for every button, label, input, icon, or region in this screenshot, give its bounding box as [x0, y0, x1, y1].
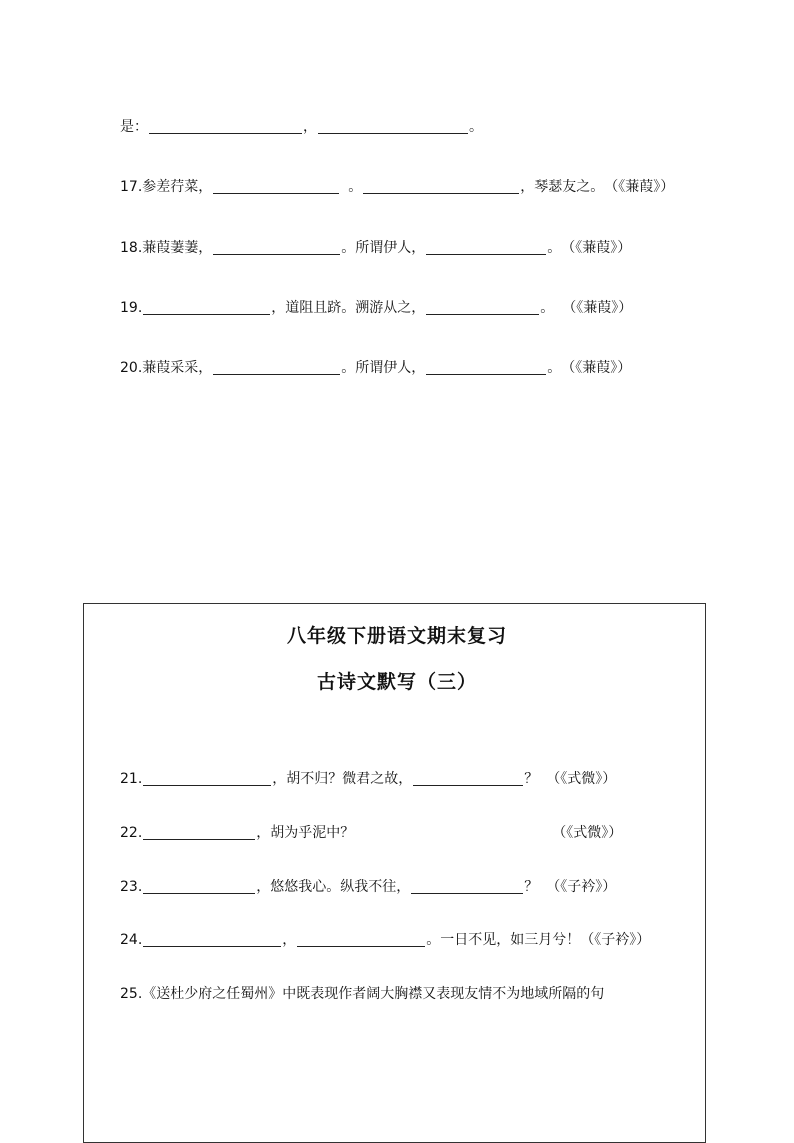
q16-prefix: 是：: [120, 119, 148, 135]
question-19-line: [120, 298, 632, 318]
q19-source: （《蒹葭》）: [562, 300, 633, 316]
question-24-line: [120, 930, 650, 950]
q23-blank-1[interactable]: [143, 879, 255, 894]
q21-text-1: ，胡不归？微君之故，: [272, 771, 413, 787]
q20-number: 20.: [120, 360, 143, 376]
q17-blank-2[interactable]: [363, 179, 519, 194]
q20-text-2: 。所谓伊人，: [341, 360, 426, 376]
q21-number: 21.: [120, 771, 143, 787]
q23-text-1: ，悠悠我心。纵我不往，: [256, 879, 411, 895]
question-17-line: [120, 177, 674, 197]
q23-source: （《子衿》）: [546, 879, 617, 895]
q23-end: ？: [524, 879, 539, 895]
question-18-line: [120, 238, 631, 258]
question-23-line: [120, 877, 616, 897]
q20-source: （《蒹葭》）: [561, 360, 632, 376]
q22-number: 22.: [120, 825, 143, 841]
q24-separator: ，: [282, 932, 297, 948]
q24-number: 24.: [120, 932, 143, 948]
q24-blank-2[interactable]: [297, 932, 425, 947]
q25-text: 25.《送杜少府之任蜀州》中既表现作者阔大胸襟又表现友情不为地域所隔的句: [120, 986, 605, 1002]
q16-end: 。: [469, 119, 483, 135]
q20-end: 。: [547, 360, 562, 376]
q20-text-1: 蒹葭采采，: [142, 360, 213, 376]
question-22-line: [120, 823, 622, 843]
q20-blank-1[interactable]: [213, 360, 340, 375]
q22-blank-1[interactable]: [143, 825, 255, 840]
q24-blank-1[interactable]: [143, 932, 281, 947]
q19-text-1: ，道阻且跻。溯游从之，: [271, 300, 426, 316]
section-title: 八年级下册语文期末复习: [286, 625, 507, 647]
q18-end: 。: [547, 240, 562, 256]
q21-source: （《式微》）: [546, 771, 617, 787]
q16-blank-1[interactable]: [149, 119, 302, 134]
q21-blank-2[interactable]: [413, 771, 523, 786]
q18-blank-2[interactable]: [426, 240, 546, 255]
q19-blank-2[interactable]: [426, 300, 539, 315]
q17-blank-1[interactable]: [213, 179, 339, 194]
q23-number: 23.: [120, 879, 143, 895]
q17-text-3: ，琴瑟友之。: [520, 179, 605, 195]
q21-end: ？: [524, 771, 539, 787]
q17-number: 17.: [120, 179, 143, 195]
question-16-line: [120, 117, 483, 137]
question-21-line: [120, 769, 616, 789]
q24-end: 。一日不见，如三月兮！: [426, 932, 581, 948]
q17-source: （《蒹葭》）: [604, 179, 675, 195]
q18-source: （《蒹葭》）: [561, 240, 632, 256]
q18-text-1: 蒹葭萋萋，: [142, 240, 213, 256]
q22-text-1: ，胡为乎泥中？: [256, 825, 355, 841]
q18-text-2: 。所谓伊人，: [341, 240, 426, 256]
q16-separator: ，: [303, 119, 317, 135]
q19-blank-1[interactable]: [143, 300, 270, 315]
q18-number: 18.: [120, 240, 143, 256]
q21-blank-1[interactable]: [143, 771, 271, 786]
section-subtitle: 古诗文默写（三）: [316, 671, 477, 693]
q24-source: （《子衿》）: [580, 932, 651, 948]
q19-end: 。: [540, 300, 555, 316]
q20-blank-2[interactable]: [426, 360, 546, 375]
q18-blank-1[interactable]: [213, 240, 340, 255]
q23-blank-2[interactable]: [411, 879, 523, 894]
question-25-line: [120, 984, 604, 1004]
question-20-line: [120, 358, 631, 378]
q19-number: 19.: [120, 300, 143, 316]
q22-source: （《式微》）: [552, 825, 623, 841]
q16-blank-2[interactable]: [318, 119, 468, 134]
q17-text-2: 。: [348, 179, 363, 195]
q17-text-1: 参差荇菜，: [142, 179, 213, 195]
